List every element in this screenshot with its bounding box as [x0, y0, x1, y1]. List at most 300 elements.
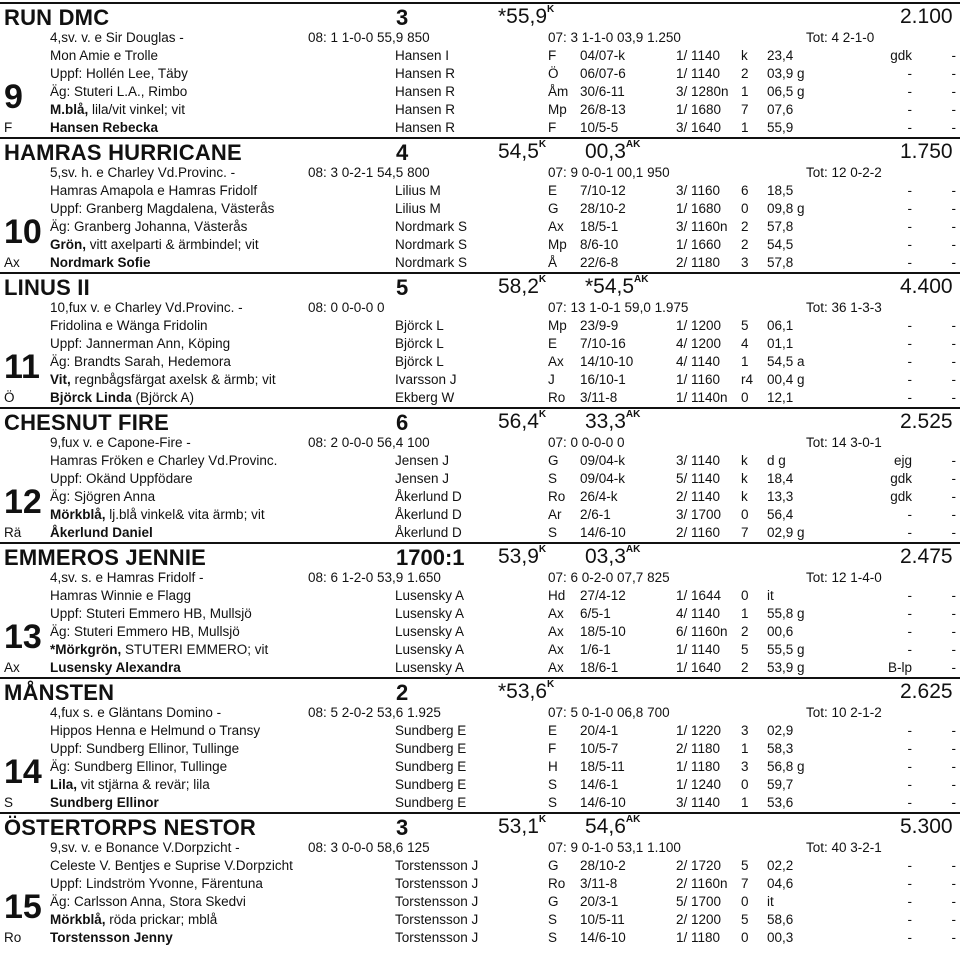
distance: 2/ 1200	[676, 912, 722, 927]
horse-name: CHESNUT FIRE	[4, 410, 169, 435]
placing: 2	[741, 624, 749, 639]
track: G	[548, 201, 559, 216]
season-stat: 08: 3 0-2-1 54,5 800	[308, 165, 430, 180]
driver: Sundberg E	[395, 795, 467, 810]
race-end: -	[951, 120, 956, 135]
placing: 5	[741, 858, 749, 873]
race-time: 23,4	[767, 48, 794, 63]
start-number: 5	[396, 275, 409, 300]
info-row	[0, 569, 960, 587]
driver: Lusensky A	[395, 588, 465, 603]
race-time: 12,1	[767, 390, 794, 405]
program-number: 11	[4, 348, 40, 386]
placing: 2	[741, 66, 749, 81]
race-line	[0, 101, 960, 119]
bold-text: Nordmark Sofie	[50, 255, 151, 270]
track: G	[548, 894, 559, 909]
horse-header	[0, 272, 960, 301]
placing: 3	[741, 255, 749, 270]
driver: Åkerlund D	[395, 507, 462, 522]
driver: Sundberg E	[395, 723, 467, 738]
placing: 1	[741, 741, 749, 756]
placing: 2	[741, 219, 749, 234]
race-date: 09/04-k	[580, 453, 626, 468]
race-line	[0, 605, 960, 623]
bold-text: Lila,	[50, 777, 78, 792]
race-line	[0, 506, 960, 524]
placing: 5	[741, 642, 749, 657]
bold-text: Torstensson Jenny	[50, 930, 173, 945]
driver: Hansen R	[395, 120, 456, 135]
race-date: 14/6-10	[580, 930, 626, 945]
total-stat: Tot: 40 3-2-1	[806, 840, 882, 855]
program-number: 10	[4, 213, 42, 251]
distance: 2/ 1720	[676, 858, 722, 873]
race-end: -	[951, 624, 956, 639]
race-date: 20/4-1	[580, 723, 619, 738]
bold-text: *Mörkgrön,	[50, 642, 122, 657]
track: H	[548, 759, 558, 774]
record-1: $54,5^K$	[498, 139, 547, 163]
race-odds: -	[907, 183, 912, 198]
race-line	[0, 335, 960, 353]
track: Ax	[548, 606, 564, 621]
distance: 1/ 1680	[676, 201, 722, 216]
track: Ro	[548, 390, 566, 405]
driver: Lilius M	[395, 183, 441, 198]
race-line	[0, 623, 960, 641]
race-end: -	[951, 354, 956, 369]
race-date: 30/6-11	[580, 84, 625, 99]
owner-info: Mörkblå, röda prickar; mblå	[50, 912, 218, 927]
placing: 0	[741, 507, 749, 522]
horse-header	[0, 407, 960, 436]
placing: 2	[741, 237, 749, 252]
driver: Hansen R	[395, 84, 456, 99]
post-label: Rä	[4, 525, 22, 540]
race-end: -	[951, 66, 956, 81]
program-number: 12	[4, 483, 42, 521]
placing: 0	[741, 894, 749, 909]
owner-info: Uppf: Hollén Lee, Täby	[50, 66, 188, 81]
driver: Torstensson J	[395, 858, 479, 873]
year-stat: 07: 13 1-0-1 59,0 1.975	[548, 300, 689, 315]
placing: 7	[741, 876, 749, 891]
race-end: -	[951, 48, 956, 63]
owner-info: Celeste V. Bentjes e Suprise V.Dorpzicht	[50, 858, 293, 873]
record-1: $58,2^K$	[498, 274, 547, 298]
race-line	[0, 452, 960, 470]
track: Hd	[548, 588, 566, 603]
horse-odds: 5.300	[900, 815, 953, 838]
race-time: 55,8 g	[767, 606, 805, 621]
distance: 5/ 1700	[676, 894, 722, 909]
horse-odds: 2.625	[900, 680, 953, 703]
start-number: 2	[396, 680, 409, 705]
race-end: -	[951, 507, 956, 522]
owner-info: Uppf: Granberg Magdalena, Västerås	[50, 201, 275, 216]
record-1-suffix: K	[547, 4, 555, 15]
placing: k	[741, 471, 748, 486]
horse-info: 9,fux v. e Capone-Fire -	[50, 435, 191, 450]
track: Ax	[548, 642, 564, 657]
track: F	[548, 741, 557, 756]
info-row	[0, 704, 960, 722]
start-number: 4	[396, 140, 409, 165]
distance: 2/ 1160	[676, 525, 721, 540]
track: Ax	[548, 660, 564, 675]
placing: 4	[741, 336, 749, 351]
distance: 1/ 1180	[676, 930, 721, 945]
horse-entry	[0, 542, 960, 677]
horse-header	[0, 677, 960, 706]
track: Ro	[548, 489, 566, 504]
race-line	[0, 200, 960, 218]
horse-info: 5,sv. h. e Charley Vd.Provinc. -	[50, 165, 236, 180]
distance: 2/ 1180	[676, 255, 721, 270]
start-number: 3	[396, 815, 409, 840]
driver: Nordmark S	[395, 219, 468, 234]
race-line	[0, 893, 960, 911]
placing: k	[741, 48, 748, 63]
race-line	[0, 488, 960, 506]
driver: Sundberg E	[395, 759, 467, 774]
distance: 1/ 1680	[676, 102, 722, 117]
distance: 1/ 1140n	[676, 390, 728, 405]
race-date: 18/5-10	[580, 624, 626, 639]
driver: Nordmark S	[395, 255, 468, 270]
distance: 1/ 1140	[676, 66, 721, 81]
track: J	[548, 372, 555, 387]
record-1-suffix: K	[538, 814, 547, 825]
horse-info: 4,fux s. e Gläntans Domino -	[50, 705, 222, 720]
race-end: -	[951, 795, 956, 810]
race-end: -	[951, 606, 956, 621]
race-time: 18,4	[767, 471, 794, 486]
placing: r4	[741, 372, 754, 387]
season-stat: 08: 1 1-0-0 55,9 850	[308, 30, 430, 45]
race-time: 57,8	[767, 219, 794, 234]
record-1-suffix: K	[538, 409, 547, 420]
season-stat: 08: 3 0-0-0 58,6 125	[308, 840, 430, 855]
record-2-suffix: AK	[625, 409, 641, 420]
race-time: 54,5	[767, 237, 794, 252]
season-stat: 08: 6 1-2-0 53,9 1.650	[308, 570, 441, 585]
track: S	[548, 471, 558, 486]
race-end: -	[951, 723, 956, 738]
post-label: Ax	[4, 660, 20, 675]
horse-header	[0, 542, 960, 571]
race-time: 13,3	[767, 489, 794, 504]
horse-odds: 2.525	[900, 410, 953, 433]
race-odds: -	[907, 723, 912, 738]
horse-entry	[0, 137, 960, 272]
record-1: $53,1^K$	[498, 814, 547, 838]
track: Ro	[548, 876, 566, 891]
race-time: 58,3	[767, 741, 794, 756]
distance: 6/ 1160n	[676, 624, 728, 639]
owner-info: Lila, vit stjärna & revär; lila	[50, 777, 210, 792]
race-line	[0, 794, 960, 812]
owner-info: Uppf: Stuteri Emmero HB, Mullsjö	[50, 606, 252, 621]
race-end: -	[951, 894, 956, 909]
driver: Björck L	[395, 354, 444, 369]
distance: 1/ 1160	[676, 372, 721, 387]
horse-name: LINUS II	[4, 275, 90, 300]
driver: Björck L	[395, 318, 444, 333]
record-1: $56,4^K$	[498, 409, 547, 433]
race-line	[0, 587, 960, 605]
record-2: $33,3^{AK}$	[585, 409, 641, 433]
bold-text: Grön,	[50, 237, 86, 252]
track: S	[548, 912, 558, 927]
driver: Hansen I	[395, 48, 450, 63]
track: Mp	[548, 318, 567, 333]
distance: 3/ 1640	[676, 120, 722, 135]
placing: 1	[741, 354, 749, 369]
track: G	[548, 453, 559, 468]
race-line	[0, 659, 960, 677]
owner-info: Hamras Winnie e Flagg	[50, 588, 192, 603]
race-date: 20/3-1	[580, 894, 619, 909]
distance: 4/ 1200	[676, 336, 722, 351]
bold-text: Vit,	[50, 372, 71, 387]
distance: 1/ 1220	[676, 723, 722, 738]
track: Åm	[548, 84, 569, 99]
race-end: -	[951, 84, 956, 99]
race-line	[0, 182, 960, 200]
owner-info	[50, 524, 153, 542]
season-stat: 08: 2 0-0-0 56,4 100	[308, 435, 430, 450]
owner-info: Grön, vitt axelparti & ärmbindel; vit	[50, 237, 259, 252]
race-line	[0, 353, 960, 371]
race-end: -	[951, 525, 956, 540]
placing: 1	[741, 84, 749, 99]
owner-info: Uppf: Okänd Uppfödare	[50, 471, 193, 486]
race-odds: -	[907, 759, 912, 774]
owner-info	[50, 119, 158, 137]
placing: 0	[741, 390, 749, 405]
owner-info: Äg: Stuteri Emmero HB, Mullsjö	[50, 624, 240, 639]
owner-info	[50, 254, 151, 272]
total-stat: Tot: 12 0-2-2	[806, 165, 882, 180]
bold-text: Hansen Rebecka	[50, 120, 159, 135]
track: F	[548, 120, 557, 135]
race-odds: -	[907, 201, 912, 216]
total-stat: Tot: 12 1-4-0	[806, 570, 882, 585]
year-stat: 07: 9 0-1-0 53,1 1.100	[548, 840, 681, 855]
race-date: 6/5-1	[580, 606, 611, 621]
race-date: 8/6-10	[580, 237, 619, 252]
race-end: -	[951, 471, 956, 486]
race-time: 18,5	[767, 183, 794, 198]
post-label: Ö	[4, 390, 15, 405]
owner-info: Äg: Carlsson Anna, Stora Skedvi	[50, 894, 246, 909]
post-label: S	[4, 795, 14, 810]
race-date: 04/07-k	[580, 48, 626, 63]
race-odds: -	[907, 741, 912, 756]
race-date: 10/5-7	[580, 741, 619, 756]
race-date: 09/04-k	[580, 471, 626, 486]
placing: 1	[741, 606, 749, 621]
horse-name: MÅNSTEN	[4, 680, 115, 705]
distance: 1/ 1140	[676, 642, 721, 657]
info-row	[0, 164, 960, 182]
race-date: 10/5-11	[580, 912, 625, 927]
race-time: 00,3	[767, 930, 794, 945]
horse-entry	[0, 407, 960, 542]
race-line	[0, 254, 960, 272]
track: S	[548, 795, 558, 810]
race-odds: gdk	[890, 471, 912, 486]
race-time: 02,9 g	[767, 525, 805, 540]
total-stat: Tot: 4 2-1-0	[806, 30, 875, 45]
placing: k	[741, 489, 748, 504]
race-end: -	[951, 876, 956, 891]
distance: 3/ 1140	[676, 795, 721, 810]
race-line	[0, 722, 960, 740]
race-time: 58,6	[767, 912, 794, 927]
race-end: -	[951, 219, 956, 234]
race-odds: -	[907, 876, 912, 891]
horse-info: 4,sv. v. e Sir Douglas -	[50, 30, 184, 45]
race-line	[0, 470, 960, 488]
race-end: -	[951, 642, 956, 657]
race-time: 01,1	[767, 336, 794, 351]
race-odds: -	[907, 390, 912, 405]
owner-info: Hippos Henna e Helmund o Transy	[50, 723, 261, 738]
placing: 1	[741, 795, 749, 810]
distance: 4/ 1140	[676, 606, 721, 621]
horse-name: ÖSTERTORPS NESTOR	[4, 815, 256, 840]
driver: Åkerlund D	[395, 489, 462, 504]
placing: 6	[741, 183, 749, 198]
race-odds: -	[907, 795, 912, 810]
race-date: 18/5-11	[580, 759, 625, 774]
record-1-suffix: K	[538, 274, 547, 285]
race-odds: -	[907, 642, 912, 657]
race-line	[0, 641, 960, 659]
program-number: 14	[4, 753, 42, 791]
race-odds: -	[907, 894, 912, 909]
race-date: 7/10-12	[580, 183, 626, 198]
horse-entry	[0, 812, 960, 947]
owner-info: Uppf: Jannerman Ann, Köping	[50, 336, 231, 351]
record-1-suffix: K	[538, 139, 547, 150]
race-end: -	[951, 489, 956, 504]
race-odds: -	[907, 219, 912, 234]
bold-text: Mörkblå,	[50, 507, 106, 522]
race-date: 06/07-6	[580, 66, 626, 81]
race-odds: -	[907, 624, 912, 639]
race-line	[0, 371, 960, 389]
horse-odds: 2.475	[900, 545, 953, 568]
driver: Björck L	[395, 336, 444, 351]
placing: k	[741, 453, 748, 468]
track: Mp	[548, 237, 567, 252]
race-line	[0, 929, 960, 947]
info-row	[0, 434, 960, 452]
driver: Lusensky A	[395, 606, 465, 621]
owner-info: Vit, regnbågsfärgat axelsk & ärmb; vit	[50, 372, 276, 387]
race-line	[0, 776, 960, 794]
race-time: 04,6	[767, 876, 794, 891]
record-1-suffix: K	[547, 679, 555, 690]
total-stat: Tot: 14 3-0-1	[806, 435, 882, 450]
distance: 2/ 1160n	[676, 876, 728, 891]
record-2-suffix: AK	[625, 139, 641, 150]
distance: 1/ 1240	[676, 777, 722, 792]
driver: Hansen R	[395, 66, 456, 81]
race-end: -	[951, 372, 956, 387]
owner-info: *Mörkgrön, STUTERI EMMERO; vit	[50, 642, 269, 657]
race-time: 02,9	[767, 723, 794, 738]
race-date: 14/6-10	[580, 795, 626, 810]
owner-info: Äg: Sjögren Anna	[50, 489, 156, 504]
race-odds: -	[907, 858, 912, 873]
race-line	[0, 119, 960, 137]
race-line	[0, 389, 960, 407]
race-odds: -	[907, 318, 912, 333]
race-date: 3/11-8	[580, 390, 618, 405]
driver: Jensen J	[395, 453, 450, 468]
race-date: 18/5-1	[580, 219, 619, 234]
race-date: 10/5-5	[580, 120, 619, 135]
track: Ax	[548, 624, 564, 639]
driver: Sundberg E	[395, 741, 467, 756]
race-odds: -	[907, 84, 912, 99]
placing: 0	[741, 588, 749, 603]
driver: Torstensson J	[395, 930, 479, 945]
race-date: 3/11-8	[580, 876, 618, 891]
driver: Lusensky A	[395, 624, 465, 639]
total-stat: Tot: 36 1-3-3	[806, 300, 882, 315]
race-odds: -	[907, 354, 912, 369]
track: E	[548, 336, 558, 351]
record-1: $*53,6^K$	[498, 679, 555, 703]
info-row	[0, 299, 960, 317]
race-odds: -	[907, 930, 912, 945]
horse-entry	[0, 2, 960, 137]
race-odds: -	[907, 912, 912, 927]
bold-text: Mörkblå,	[50, 912, 106, 927]
track: G	[548, 858, 559, 873]
race-date: 14/10-10	[580, 354, 634, 369]
placing: 0	[741, 930, 749, 945]
owner-info: M.blå, lila/vit vinkel; vit	[50, 102, 186, 117]
owner-info: Äg: Brandts Sarah, Hedemora	[50, 354, 231, 369]
race-end: -	[951, 930, 956, 945]
program-number: 15	[4, 888, 42, 926]
placing: 3	[741, 759, 749, 774]
race-odds: -	[907, 777, 912, 792]
race-line	[0, 47, 960, 65]
driver: Torstensson J	[395, 894, 479, 909]
distance: 1/ 1140	[676, 48, 721, 63]
race-odds: ejg	[893, 453, 912, 468]
track: S	[548, 777, 558, 792]
bold-text: Åkerlund Daniel	[50, 525, 153, 540]
start-number: 3	[396, 5, 409, 30]
race-time: 55,9	[767, 120, 794, 135]
year-stat: 07: 3 1-1-0 03,9 1.250	[548, 30, 681, 45]
track: Ax	[548, 219, 564, 234]
track: Ax	[548, 354, 564, 369]
race-line	[0, 911, 960, 929]
race-line	[0, 317, 960, 335]
track: F	[548, 48, 557, 63]
race-end: -	[951, 201, 956, 216]
